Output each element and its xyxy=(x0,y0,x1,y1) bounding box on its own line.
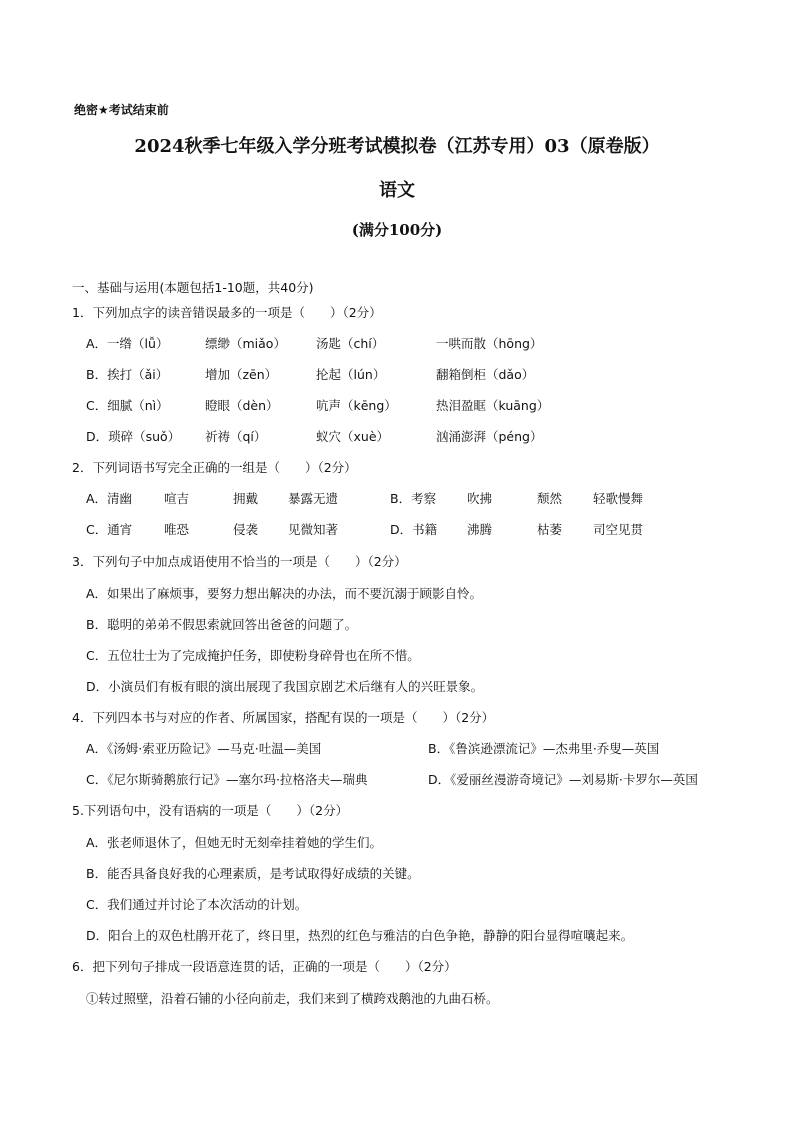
q6-sentence-1: ①转过照壁，沿着石铺的小径向前走，我们来到了横跨戏鹅池的九曲石桥。 xyxy=(86,991,499,1006)
q4-option-c: C．《尼尔斯骑鹅旅行记》—塞尔玛·拉格洛夫—瑞典 xyxy=(86,772,368,787)
q2-option: 暴露无遗 xyxy=(288,491,339,506)
q1-option: 一哄而散（hōng） xyxy=(436,336,543,351)
q1-option: B．挨打（ǎi） xyxy=(86,367,169,382)
confidential-label: 绝密★考试结束前 xyxy=(74,103,169,117)
q2-option: 侵袭 xyxy=(233,522,259,537)
q6-stem: 6．把下列句子排成一段语意连贯的话，正确的一项是（ ）（2分） xyxy=(72,959,457,974)
q1-option: 热泪盈眶（kuāng） xyxy=(436,398,550,413)
q2-option: 吹拂 xyxy=(467,491,493,506)
q2-option: 轻歌慢舞 xyxy=(593,491,644,506)
q1-option: 祈祷（qí） xyxy=(205,429,267,444)
q3-option-b: B．聪明的弟弟不假思索就回答出爸爸的问题了。 xyxy=(86,617,358,632)
q1-option: 增加（zēn） xyxy=(205,367,278,382)
q3-option-c: C．五位壮士为了完成掩护任务，即使粉身碎骨也在所不惜。 xyxy=(86,648,420,663)
q4-option-d: D．《爱丽丝漫游奇境记》—刘易斯·卡罗尔—英国 xyxy=(428,772,698,787)
q1-option: D．琐碎（suǒ） xyxy=(86,429,181,444)
q1-option: A．一绺（lǚ） xyxy=(86,336,169,351)
q2-option: C．通宵 xyxy=(86,522,133,537)
q3-option-a: A．如果出了麻烦事，要努力想出解决的办法，而不要沉溺于顾影自怜。 xyxy=(86,586,483,601)
q5-option-a: A．张老师退休了，但她无时无刻牵挂着她的学生们。 xyxy=(86,835,383,850)
section-heading: 一、基础与运用(本题包括1-10题，共40分) xyxy=(72,280,314,295)
full-score: (满分100分) xyxy=(351,221,443,239)
q2-option: 枯萎 xyxy=(537,522,563,537)
q5-option-d: D．阳台上的双色杜鹃开花了，终日里，热烈的红色与雅洁的白色争艳，静静的阳台显得喧嚷起来。 xyxy=(86,928,634,943)
q2-option: B．考察 xyxy=(390,491,437,506)
q4-stem: 4．下列四本书与对应的作者、所属国家，搭配有误的一项是（ ）（2分） xyxy=(72,710,495,725)
q2-option: 见微知著 xyxy=(288,522,339,537)
q1-option: 缥缈（miǎo） xyxy=(205,336,286,351)
q1-option: 汹涌澎湃（péng） xyxy=(436,429,543,444)
q3-option-d: D．小演员们有板有眼的演出展现了我国京剧艺术后继有人的兴旺景象。 xyxy=(86,679,484,694)
q1-option: 翻箱倒柜（dǎo） xyxy=(436,367,535,382)
subject-title: 语文 xyxy=(379,180,415,201)
q2-option: A．清幽 xyxy=(86,491,133,506)
q4-option-b: B．《鲁滨逊漂流记》—杰弗里·乔叟—英国 xyxy=(428,741,660,756)
q2-option: 沸腾 xyxy=(467,522,493,537)
q2-stem: 2．下列词语书写完全正确的一组是（ ）（2分） xyxy=(72,460,357,475)
q2-option: 唯恐 xyxy=(164,522,190,537)
q1-option: 抡起（lún） xyxy=(316,367,386,382)
q2-option: 颓然 xyxy=(537,491,563,506)
q5-option-c: C．我们通过并讨论了本次活动的计划。 xyxy=(86,897,308,912)
q1-option: 吭声（kēng） xyxy=(316,398,397,413)
exam-title: 2024秋季七年级入学分班考试模拟卷（江苏专用）03（原卷版） xyxy=(134,136,660,157)
q1-option: 瞪眼（dèn） xyxy=(205,398,279,413)
q2-option: 司空见贯 xyxy=(593,522,644,537)
q5-option-b: B．能否具备良好我的心理素质，是考试取得好成绩的关键。 xyxy=(86,866,420,881)
q1-stem: 1．下列加点字的读音错误最多的一项是（ ）（2分） xyxy=(72,305,382,320)
q4-option-a: A．《汤姆·索亚历险记》—马克·吐温—美国 xyxy=(86,741,322,756)
q3-stem: 3．下列句子中加点成语使用不恰当的一项是（ ）（2分） xyxy=(72,554,407,569)
q5-stem: 5.下列语句中，没有语病的一项是（ ）（2分） xyxy=(72,803,349,818)
q2-option: 拥戴 xyxy=(233,491,259,506)
q1-option: 蚁穴（xuè） xyxy=(316,429,390,444)
q1-option: 汤匙（chí） xyxy=(316,336,385,351)
q1-option: C．细腻（nì） xyxy=(86,398,169,413)
q2-option: D．书籍 xyxy=(390,522,438,537)
q2-option: 喧吉 xyxy=(164,491,190,506)
